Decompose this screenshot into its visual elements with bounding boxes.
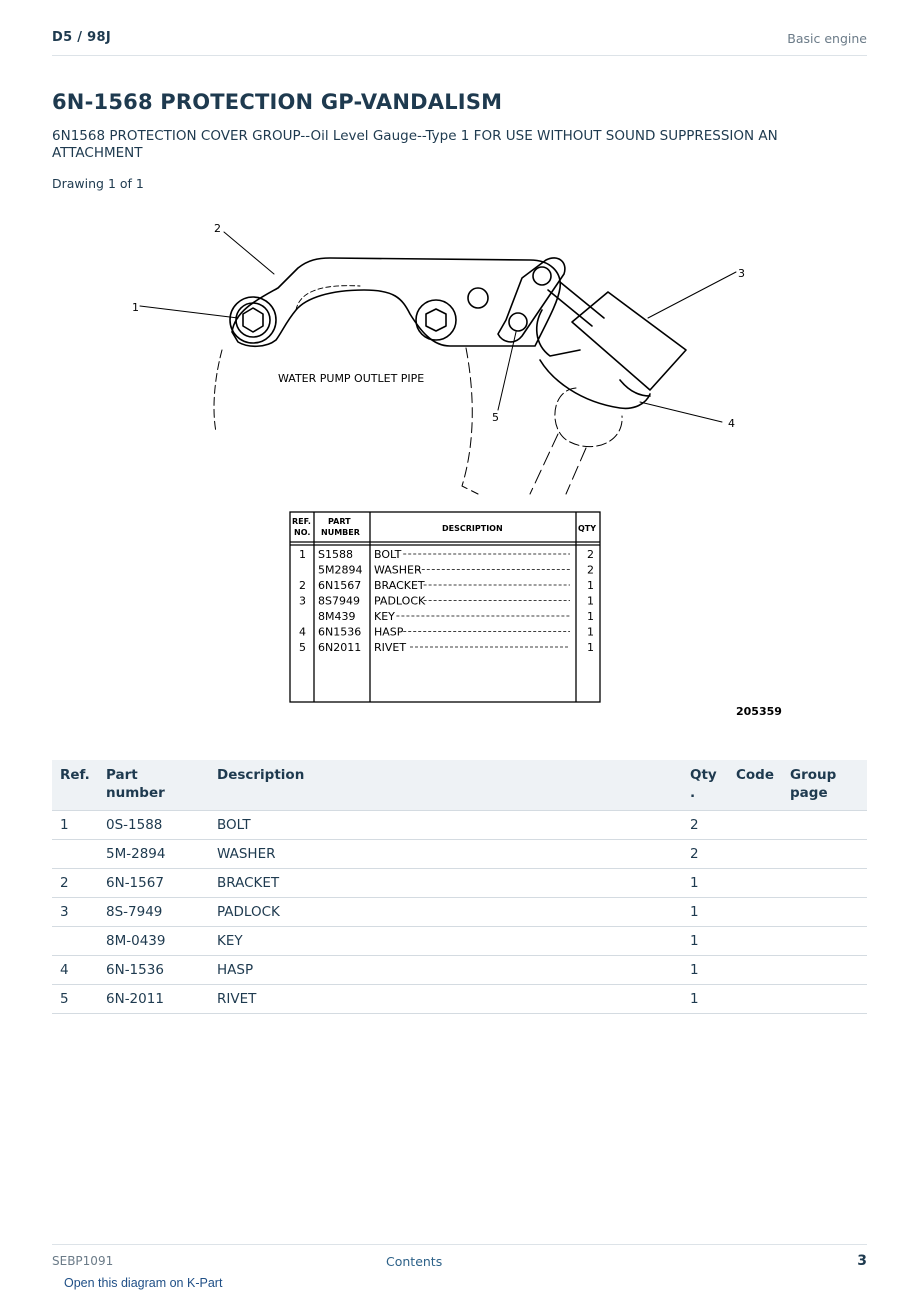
- inset-ref: 5: [299, 641, 306, 654]
- cell-group-page: [782, 869, 867, 898]
- table-row: [52, 985, 867, 1014]
- col-header-description: Description: [209, 760, 682, 811]
- col-header-group-line2: page: [790, 784, 828, 801]
- callout-2: 2: [214, 222, 221, 235]
- cell-ref: 4: [52, 956, 98, 985]
- inset-header-desc: DESCRIPTION: [442, 524, 503, 533]
- inset-part: 8M439: [318, 610, 356, 623]
- inset-header-qty: QTY: [578, 524, 597, 533]
- image-number: 205359: [736, 705, 782, 718]
- cell-ref: 3: [52, 898, 98, 927]
- table-row: [52, 956, 867, 985]
- cell-part-number[interactable]: 6N-2011: [98, 985, 209, 1014]
- cell-code: [728, 898, 782, 927]
- cell-qty: 1: [682, 869, 728, 898]
- inset-qty: 2: [587, 563, 594, 577]
- cell-ref: [52, 840, 98, 869]
- cell-code: [728, 869, 782, 898]
- cell-part-number[interactable]: 8M-0439: [98, 927, 209, 956]
- page-subtitle: 6N1568 PROTECTION COVER GROUP--Oil Level Gauge--Type 1 FOR USE WITHOUT SOUND SUPPRESSION AN ATTACHMENT: [52, 128, 778, 161]
- inset-qty: 1: [587, 625, 594, 639]
- inset-part: S1588: [318, 548, 353, 561]
- col-header-qty: [682, 760, 728, 811]
- doc-number: SEBP1091: [52, 1254, 114, 1268]
- table-row: [52, 898, 867, 927]
- inset-desc: KEY: [374, 610, 395, 623]
- col-header-qty-line2: .: [690, 784, 696, 801]
- inset-desc: BRACKET: [374, 579, 425, 592]
- page-footer: [52, 1244, 867, 1274]
- inset-ref: 3: [299, 594, 306, 608]
- inset-header-ref2: NO.: [294, 528, 311, 537]
- inset-ref: 2: [299, 579, 306, 592]
- page-header: [52, 30, 867, 56]
- inset-qty: 1: [587, 594, 594, 608]
- inset-part: 8S7949: [318, 594, 360, 608]
- inset-header-part2: NUMBER: [321, 528, 360, 537]
- contents-link[interactable]: Contents: [386, 1254, 443, 1269]
- cell-code: [728, 985, 782, 1014]
- cell-code: [728, 927, 782, 956]
- cell-group-page: [782, 840, 867, 869]
- callout-5: 5: [492, 411, 499, 424]
- callout-4: 4: [728, 417, 735, 430]
- parts-diagram: [110, 210, 810, 730]
- parts-table: [52, 760, 867, 1014]
- cell-qty: 1: [682, 898, 728, 927]
- cell-group-page: [782, 956, 867, 985]
- table-row: [52, 811, 867, 840]
- cell-ref: 1: [52, 811, 98, 840]
- col-header-ref: Ref.: [52, 760, 98, 811]
- inset-ref: 4: [299, 625, 306, 639]
- cell-qty: 1: [682, 927, 728, 956]
- cell-code: [728, 811, 782, 840]
- pipe-label: WATER PUMP OUTLET PIPE: [278, 372, 425, 385]
- drawing-label: Drawing 1 of 1: [52, 176, 144, 191]
- cell-part-number[interactable]: 8S-7949: [98, 898, 209, 927]
- cell-ref: [52, 927, 98, 956]
- cell-part-number[interactable]: 0S-1588: [98, 811, 209, 840]
- cell-code: [728, 956, 782, 985]
- kpart-link[interactable]: Open this diagram on K-Part: [64, 1276, 223, 1290]
- cell-part-number[interactable]: 6N-1567: [98, 869, 209, 898]
- cell-group-page: [782, 898, 867, 927]
- inset-ref: 1: [299, 548, 306, 561]
- cell-description: BOLT: [209, 811, 682, 840]
- callout-1: 1: [132, 301, 139, 314]
- inset-qty: 2: [587, 548, 594, 561]
- table-row: [52, 840, 867, 869]
- cell-qty: 2: [682, 811, 728, 840]
- breadcrumb[interactable]: D5 / 98J: [52, 30, 111, 45]
- col-header-group-line1: Group: [790, 767, 837, 783]
- table-row: [52, 869, 867, 898]
- cell-description: PADLOCK: [209, 898, 682, 927]
- cell-qty: 2: [682, 840, 728, 869]
- section-name: Basic engine: [787, 31, 867, 46]
- cell-code: [728, 840, 782, 869]
- cell-part-number[interactable]: 6N-1536: [98, 956, 209, 985]
- inset-qty: 1: [587, 610, 594, 623]
- inset-part: 6N1536: [318, 625, 362, 639]
- cell-description: BRACKET: [209, 869, 682, 898]
- table-header-row: [52, 760, 867, 811]
- inset-qty: 1: [587, 641, 594, 654]
- col-header-group-page: [782, 760, 867, 811]
- col-header-code: Code: [728, 760, 782, 811]
- callout-3: 3: [738, 267, 745, 280]
- cell-group-page: [782, 927, 867, 956]
- inset-part: 6N1567: [318, 579, 362, 592]
- inset-header-part1: PART: [328, 517, 351, 526]
- inset-desc: PADLOCK: [374, 594, 426, 608]
- cell-qty: 1: [682, 985, 728, 1014]
- inset-part: 6N2011: [318, 641, 362, 654]
- cell-description: WASHER: [209, 840, 682, 869]
- inset-desc: BOLT: [374, 548, 402, 561]
- cell-group-page: [782, 985, 867, 1014]
- page-title: 6N-1568 PROTECTION GP-VANDALISM: [52, 90, 503, 114]
- col-header-qty-line1: Qty: [690, 767, 717, 783]
- cell-group-page: [782, 811, 867, 840]
- cell-ref: 5: [52, 985, 98, 1014]
- inset-header-ref1: REF.: [292, 517, 311, 526]
- page-number: 3: [857, 1253, 867, 1269]
- cell-qty: 1: [682, 956, 728, 985]
- cell-part-number[interactable]: 5M-2894: [98, 840, 209, 869]
- inset-desc: RIVET: [374, 641, 407, 654]
- cell-description: RIVET: [209, 985, 682, 1014]
- inset-part: 5M2894: [318, 563, 363, 577]
- cell-description: KEY: [209, 927, 682, 956]
- inset-qty: 1: [587, 579, 594, 592]
- inset-desc: HASP: [374, 625, 404, 639]
- inset-desc: WASHER: [374, 563, 422, 577]
- cell-ref: 2: [52, 869, 98, 898]
- cell-description: HASP: [209, 956, 682, 985]
- table-row: [52, 927, 867, 956]
- col-header-part-number: Part number: [98, 760, 209, 811]
